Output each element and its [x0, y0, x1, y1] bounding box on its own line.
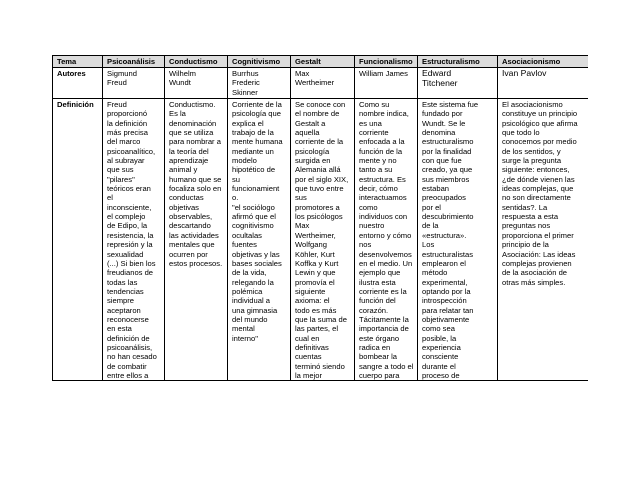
cell-text-line: estructuralistas	[422, 249, 474, 259]
cell-text-line: humano que se	[169, 174, 222, 184]
cell-text-line: estos procesos.	[169, 258, 223, 268]
cell-text-line: optando por la	[422, 286, 471, 296]
cell-text-line: para relatar tan	[422, 305, 474, 315]
cell-text-line: tanto a su	[359, 165, 393, 175]
header-row	[53, 56, 589, 68]
cell-text-line: trabajo de la	[232, 128, 274, 138]
cell-text-line: Titchener	[422, 77, 458, 88]
header-gestalt: Gestalt	[291, 56, 355, 68]
cell-text-line: como	[359, 202, 378, 212]
cell-text-line: ideas complejas, que	[502, 184, 574, 194]
header-tema: Tema	[53, 56, 103, 68]
cell-text-line: que sus	[107, 165, 134, 175]
cell-text-line: nombre indica,	[359, 109, 409, 119]
cell-text-line: no son directamente	[502, 193, 571, 203]
cell-text-line: emplearon el	[422, 258, 466, 268]
cell-text-line: cognitivismo	[232, 221, 274, 231]
cell-text-line: objetivamente	[422, 314, 470, 324]
cell-text-line: del marco	[107, 137, 141, 147]
cell-text-line: de la	[422, 221, 439, 231]
cell-text-line: (...) Si bien los	[107, 258, 156, 268]
autores-funcionalismo	[355, 68, 418, 99]
cell-text-line: afirmó que el	[232, 212, 276, 222]
cell-text-line: mentales que	[169, 240, 215, 250]
definicion-estructuralismo	[418, 99, 498, 381]
cell-text-line: definitivas	[295, 342, 329, 352]
cell-text-line: entre ellos a	[107, 370, 149, 380]
cell-text-line: psicoanalítico,	[107, 146, 156, 156]
cell-text-line: individuos con	[359, 212, 408, 222]
cell-text-line: es una	[359, 118, 382, 128]
cell-text-line: mediante un	[232, 146, 274, 156]
autores-conductismo	[165, 68, 228, 99]
cell-text-line: psicología	[295, 146, 330, 156]
cell-text-line: de combatir	[107, 361, 147, 371]
cell-text-line: los psicólogos	[295, 212, 343, 222]
cell-text-line: aquella	[295, 128, 320, 138]
cell-text-line: objetivas	[169, 202, 199, 212]
cell-text-line: estaban	[422, 184, 450, 194]
cell-text-line: que todo lo	[502, 128, 540, 138]
cell-text-line: constituye un principio	[502, 109, 578, 119]
cell-text-line: observables,	[169, 212, 213, 222]
cell-text-line: cuentas	[295, 352, 322, 362]
cell-text-line: sus	[295, 193, 307, 203]
cell-text-line: descartando	[169, 221, 211, 231]
cell-text-line: o.	[232, 193, 239, 203]
cell-text-line: decir, cómo	[359, 184, 398, 194]
cell-text-line: psicoanálisis,	[107, 342, 153, 352]
cell-text-line: tendencias	[107, 286, 144, 296]
cell-text-line: objetivas y las	[232, 249, 280, 259]
cell-text-line: principio de la	[502, 240, 549, 250]
cell-text-line: promovía el	[295, 277, 335, 287]
cell-text-line: ejemplo que	[359, 268, 401, 278]
cell-text-line: su	[232, 174, 241, 184]
cell-text-line: hipotético de	[232, 165, 276, 175]
cell-text-line: nuestro	[359, 221, 385, 231]
cell-text-line: focaliza solo en	[169, 184, 222, 194]
cell-text-line: las partes, el	[295, 324, 339, 334]
cell-text-line: conocemos por medio	[502, 137, 577, 147]
cell-text-line: animal y	[169, 165, 198, 175]
cell-text-line: "el sociólogo	[232, 202, 275, 212]
cell-text-line: para nombrar a	[169, 137, 221, 147]
cell-text-line: explica el	[232, 118, 264, 128]
cell-text-line: las actividades	[169, 230, 219, 240]
cell-text-line: que la suma de	[295, 314, 347, 324]
cell-text-line: estructura. Es	[359, 174, 406, 184]
definicion-funcionalismo	[355, 99, 418, 381]
cell-text-line: proceso de	[422, 370, 460, 380]
cell-text-line: Skinner	[232, 87, 258, 97]
cell-text-line: Se conoce con	[295, 100, 346, 109]
cell-text-line: este órgano	[359, 333, 400, 343]
cell-text-line: aceptaron	[107, 305, 141, 315]
cell-text-line: consciente	[422, 352, 459, 362]
cell-text-line: de la asociación de	[502, 268, 568, 278]
autores-estructuralismo	[418, 68, 498, 99]
header-conductismo: Conductismo	[165, 56, 228, 68]
cell-text-line: preocupados	[422, 193, 466, 203]
cell-text-line: ilustra esta	[359, 277, 396, 287]
cell-text-line: por el	[422, 202, 441, 212]
cell-text-line: siempre	[107, 296, 135, 306]
cell-text-line: bases sociales	[232, 258, 282, 268]
cell-text-line: creado, ya que	[422, 165, 473, 175]
cell-text-line: complejas provienen	[502, 258, 572, 268]
cell-text-line: Wertheimer	[295, 78, 335, 88]
cell-text-line: experiencia	[422, 342, 461, 352]
cell-text-line: mente humana	[232, 137, 283, 147]
cell-text-line: mente y no	[359, 156, 397, 166]
cell-text-line: sentidas?. La	[502, 202, 548, 212]
autores-asociacionismo	[498, 68, 589, 99]
cell-text-line: siguiente	[295, 286, 326, 296]
cell-text-line: en esta	[107, 324, 132, 334]
header-cognitivismo: Cognitivismo	[228, 56, 291, 68]
cell-text-line: desenvolvemos	[359, 249, 412, 259]
cell-text-line: estructuralismo	[422, 137, 474, 147]
cell-text-line: funcionamient	[232, 184, 280, 194]
definicion-conductismo	[165, 99, 228, 381]
header-psicoanalisis: Psicoanálisis	[103, 56, 165, 68]
cell-text-line: Wertheimer,	[295, 230, 336, 240]
cell-text-line: Ivan Pavlov	[502, 68, 547, 78]
autores-row	[53, 68, 589, 99]
cell-text-line: Conductismo.	[169, 100, 216, 109]
cell-text-line: axioma: el	[295, 296, 330, 306]
cell-text-line: descubrimiento	[422, 212, 474, 222]
cell-text-line: Asociación: Las ideas	[502, 249, 576, 259]
cell-text-line: siguiente: entonces,	[502, 165, 570, 175]
cell-text-line: corazón.	[359, 305, 389, 315]
cell-text-line: modelo	[232, 156, 257, 166]
cell-text-line: interactuamos	[359, 193, 407, 203]
comparison-table-container	[52, 55, 588, 493]
cell-text-line: fuentes	[232, 240, 257, 250]
cell-text-line: terminó siendo	[295, 361, 345, 371]
cell-text-line: entorno y cómo	[359, 230, 412, 240]
cell-text-line: corriente de la	[295, 137, 344, 147]
cell-text-line: respuesta a esta	[502, 212, 559, 222]
definicion-label: Definición	[53, 99, 103, 381]
cell-text-line: Wolfgang	[295, 240, 327, 250]
cell-text-line: Corriente de la	[232, 100, 282, 109]
cell-text-line: aprendizaje	[169, 156, 209, 166]
cell-text-line: Los	[422, 240, 435, 250]
cell-text-line: Max	[295, 221, 310, 231]
cell-text-line: el complejo	[107, 212, 146, 222]
cell-text-line: reconocerse	[107, 314, 149, 324]
definicion-psicoanalisis	[103, 99, 165, 381]
cell-text-line: Wilhelm	[169, 69, 197, 78]
cell-text-line: importancia de	[359, 324, 409, 334]
cell-text-line: la teoría del	[169, 146, 209, 156]
cell-text-line: Freud	[107, 78, 127, 88]
cell-text-line: Wundt	[169, 78, 191, 88]
cell-text-line: Wundt. Se le	[422, 118, 466, 128]
cell-text-line: Max	[295, 69, 310, 78]
cell-text-line: mental	[232, 324, 255, 334]
cell-text-line: función de la	[359, 146, 403, 156]
cell-text-line: proporcionó	[107, 109, 148, 119]
cell-text-line: Koffka y Kurt	[295, 258, 339, 268]
cell-text-line: la mejor	[295, 370, 323, 380]
definicion-row	[53, 99, 589, 381]
cell-text-line: inconsciente,	[107, 202, 152, 212]
cell-text-line: promotores a	[295, 202, 340, 212]
cell-text-line: del mundo	[232, 314, 268, 324]
autores-cognitivismo	[228, 68, 291, 99]
cell-text-line: preguntas nos	[502, 221, 551, 231]
cell-text-line: una gimnasia	[232, 305, 278, 315]
cell-text-line: de la vida,	[232, 268, 267, 278]
cell-text-line: relegando la	[232, 277, 274, 287]
cell-text-line: psicológico que afirma	[502, 118, 578, 128]
cell-text-line: Gestalt a	[295, 118, 326, 128]
cell-text-line: denomina	[422, 128, 456, 138]
cell-text-line: fundado por	[422, 109, 463, 119]
definicion-cognitivismo	[228, 99, 291, 381]
cell-text-line: el	[107, 193, 113, 203]
cell-text-line: como sea	[422, 324, 455, 334]
definicion-asociacionismo	[498, 99, 589, 381]
header-funcionalismo: Funcionalismo	[355, 56, 418, 68]
cell-text-line: Como su	[359, 100, 390, 109]
cell-text-line: experimental,	[422, 277, 468, 287]
cell-text-line: surge la pregunta	[502, 156, 562, 166]
cell-text-line: de los sentidos, y	[502, 146, 561, 156]
header-estructuralismo: Estructuralismo	[418, 56, 498, 68]
cell-text-line: sexualidad	[107, 249, 144, 259]
cell-text-line: cuerpo para	[359, 370, 400, 380]
cell-text-line: Lewin y que	[295, 268, 336, 278]
cell-text-line: en el medio. Un	[359, 258, 413, 268]
autores-gestalt	[291, 68, 355, 99]
cell-text-line: conductas	[169, 193, 204, 203]
cell-text-line: nos	[359, 240, 372, 250]
cell-text-line: proporciona el primer	[502, 230, 574, 240]
cell-text-line: ocurren por	[169, 249, 208, 259]
cell-text-line: represión y la	[107, 240, 153, 250]
cell-text-line: «estructura».	[422, 230, 467, 240]
cell-text-line: radica en	[359, 342, 391, 352]
cell-text-line: todo es más	[295, 305, 337, 315]
comparison-table	[52, 55, 588, 381]
autores-psicoanalisis	[103, 68, 165, 99]
cell-text-line: sus miembros	[422, 174, 470, 184]
cell-text-line: resistencia, la	[107, 230, 154, 240]
definicion-gestalt	[291, 99, 355, 381]
cell-text-line: Sigmund	[107, 69, 137, 78]
cell-text-line: la definición	[107, 118, 148, 128]
cell-text-line: enfocada a la	[359, 137, 405, 147]
cell-text-line: ¿de dónde vienen las	[502, 174, 575, 184]
cell-text-line: que tuvo entre	[295, 184, 344, 194]
cell-text-line: más precisa	[107, 128, 148, 138]
cell-text-line: corriente es la	[359, 286, 407, 296]
cell-text-line: durante el	[422, 361, 456, 371]
cell-text-line: función del	[359, 296, 396, 306]
cell-text-line: freudianos de	[107, 268, 154, 278]
cell-text-line: Alemania allá	[295, 165, 341, 175]
cell-text-line: de Edipo, la	[107, 221, 148, 231]
cell-text-line: "pilares"	[107, 174, 135, 184]
cell-text-line: por la finalidad	[422, 146, 472, 156]
cell-text-line: definición de	[107, 333, 150, 343]
cell-text-line: interno"	[232, 333, 258, 343]
cell-text-line: corriente	[359, 128, 389, 138]
cell-text-line: Frederic	[232, 78, 260, 88]
autores-label: Autores	[53, 68, 103, 99]
cell-text-line: no han cesado	[107, 352, 157, 362]
cell-text-line: Burrhus	[232, 69, 259, 78]
cell-text-line: polémica	[232, 286, 263, 296]
cell-text-line: Freud	[107, 100, 127, 109]
cell-text-line: Tácitamente la	[359, 314, 409, 324]
cell-text-line: El asociacionismo	[502, 100, 563, 109]
cell-text-line: con que fue	[422, 156, 462, 166]
cell-text-line: psicología que	[232, 109, 281, 119]
cell-text-line: posible, la	[422, 333, 457, 343]
cell-text-line: otras más simples.	[502, 277, 566, 287]
header-asociacionismo: Asociacionismo	[498, 56, 589, 68]
cell-text-line: sangre a todo el	[359, 361, 414, 371]
cell-text-line: ocultalas	[232, 230, 262, 240]
cell-text-line: surgida en	[295, 156, 331, 166]
cell-text-line: Es la	[169, 109, 186, 119]
cell-text-line: individual a	[232, 296, 270, 306]
cell-text-line: todas las	[107, 277, 138, 287]
cell-text-line: Edward	[422, 68, 452, 78]
cell-text-line: denominación	[169, 118, 217, 128]
cell-text-line: William James	[359, 69, 408, 78]
cell-text-line: método	[422, 268, 448, 278]
cell-text-line: al subrayar	[107, 156, 145, 166]
cell-text-line: que se utiliza	[169, 128, 214, 138]
cell-text-line: introspección	[422, 296, 467, 306]
cell-text-line: Este sistema fue	[422, 100, 479, 109]
cell-text-line: por el siglo XIX,	[295, 174, 349, 184]
cell-text-line: cual en	[295, 333, 320, 343]
cell-text-line: teóricos eran	[107, 184, 151, 194]
cell-text-line: bombear la	[359, 352, 397, 362]
cell-text-line: el nombre de	[295, 109, 340, 119]
cell-text-line: Köhler, Kurt	[295, 249, 335, 259]
